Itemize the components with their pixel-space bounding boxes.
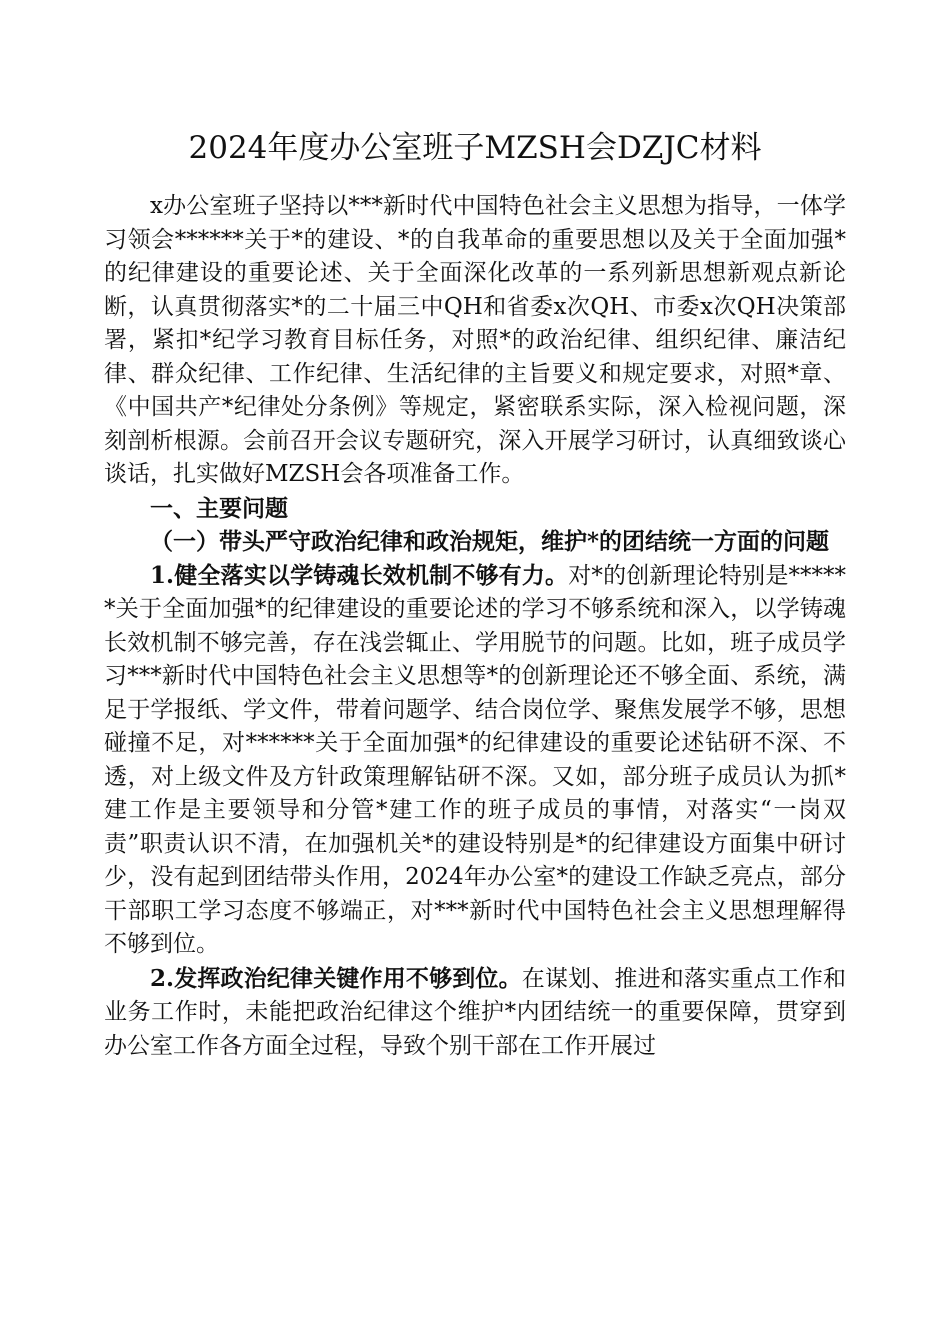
item-paragraph-1 <box>104 559 846 962</box>
item-paragraph-2 <box>104 962 846 1064</box>
section-heading-main-problems: 一、主要问题 <box>150 494 288 522</box>
document-page <box>104 128 846 1063</box>
subsection-heading-political-discipline: （一）带头严守政治纪律和政治规矩，维护*的团结统一方面的问题 <box>150 528 830 555</box>
item-1-body: 对*的创新理论特别是******关于全面加强*的纪律建设的重要论述的学习不够系统和深入，以学铸魂长效机制不够完善，存在浅尝辄止、学用脱节的问题。比如，班子成员学习***新时代中国特色社会主义思想等*的创新理论还不够全面、系统，满足于学报纸、学文件，带着问题学、结合岗位学、聚焦发展学不够，思想碰撞不足，对******关于全面加强*的纪律建设的重要论述钻研不深、不透，对上级文件及方针政策理解钻研不深。又如，部分班子成员认为抓*建工作是主要领导和分管*建工作的班子成员的事情，对落实“一岗双责”职责认识不清，在加强机关*的建设特别是*的纪律建设方面集中研讨少，没有起到团结带头作用，2024年办公室*的建设工作缺乏亮点，部分干部职工学习态度不够端正，对***新时代中国特色社会主义思想理解得不够到位。 <box>104 562 846 957</box>
intro-paragraph: x办公室班子坚持以***新时代中国特色社会主义思想为指导，一体学习领会******关于*的建设、*的自我革命的重要思想以及关于全面加强*的纪律建设的重要论述、关于全面深化改革的一系列新思想新观点新论断，认真贯彻落实*的二十届三中QH和省委x次QH、市委x次QH决策部署，紧扣*纪学习教育目标任务，对照*的政治纪律、组织纪律、廉洁纪律、群众纪律、工作纪律、生活纪律的主旨要义和规定要求，对照*章、《中国共产*纪律处分条例》等规定，紧密联系实际，深入检视问题，深刻剖析根源。会前召开会议专题研究，深入开展学习研讨，认真细致谈心谈话，扎实做好MZSH会各项准备工作。 <box>104 193 846 487</box>
item-1-lead: 1.健全落实以学铸魂长效机制不够有力。 <box>150 561 569 589</box>
item-2-body: 在谋划、推进和落实重点工作和业务工作时，未能把政治纪律这个维护*内团结统一的重要保障，贯穿到办公室工作各方面全过程，导致个别干部在工作开展过 <box>104 965 846 1059</box>
document-title: 2024年度办公室班子MZSH会DZJC材料 <box>188 130 762 166</box>
item-2-lead: 2.发挥政治纪律关键作用不够到位。 <box>150 964 522 992</box>
